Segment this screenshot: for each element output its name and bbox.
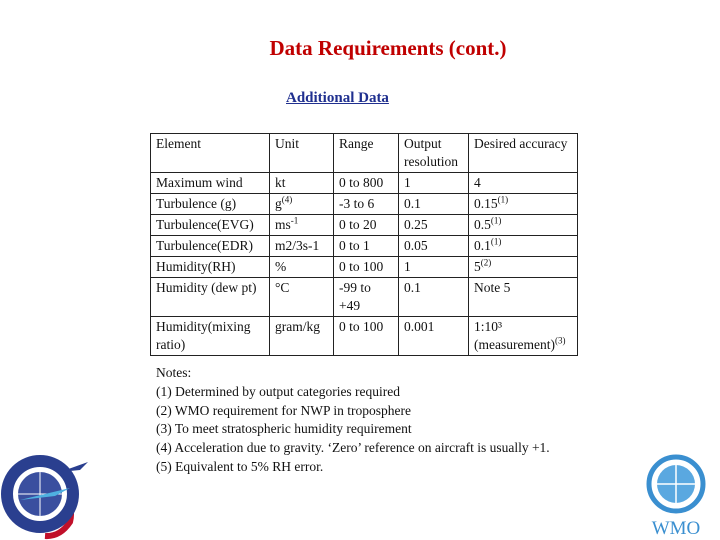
range-cell (334, 215, 399, 236)
element-cell (151, 215, 270, 236)
unit-cell (270, 278, 334, 317)
range-cell (334, 194, 399, 215)
unit-cell-superscript: (4) (281, 194, 293, 205)
accuracy-cell (469, 317, 578, 356)
accuracy-cell (469, 194, 578, 215)
table-row (151, 317, 578, 356)
unit-cell (270, 173, 334, 194)
unit-cell-text: kt (275, 175, 286, 190)
header-cell: Desired accuracy (469, 134, 578, 173)
unit-cell (270, 257, 334, 278)
unit-cell (270, 236, 334, 257)
element-cell-text: Humidity(mixing ratio) (156, 319, 251, 352)
element-cell (151, 194, 270, 215)
wmo-amdar-panel-logo (0, 452, 90, 540)
wmo-logo-text: WMO (651, 518, 701, 538)
accuracy-cell-text: 0.1 (474, 238, 491, 253)
accuracy-cell-text: 0.15 (474, 196, 498, 211)
resolution-cell (399, 215, 469, 236)
table-row (151, 278, 578, 317)
unit-cell (270, 317, 334, 356)
header-cell: Unit (270, 134, 334, 173)
range-cell-text: 0 to 20 (339, 217, 377, 232)
resolution-cell-text: 0.05 (404, 238, 428, 253)
resolution-cell (399, 278, 469, 317)
header-cell: Range (334, 134, 399, 173)
unit-cell-text: gram/kg (275, 319, 320, 334)
element-cell-text: Turbulence(EDR) (156, 238, 253, 253)
resolution-cell-text: 1 (404, 259, 411, 274)
element-cell (151, 278, 270, 317)
accuracy-cell-text: 5 (474, 259, 481, 274)
note-item: (4) Acceleration due to gravity. ‘Zero’ reference on aircraft is usually +1. (156, 440, 550, 456)
unit-cell-text: °C (275, 280, 290, 295)
unit-cell (270, 215, 334, 236)
note-item: (5) Equivalent to 5% RH error. (156, 458, 324, 474)
table-row (151, 257, 578, 278)
accuracy-cell-superscript: (1) (490, 236, 502, 247)
unit-cell-text: m2/3s-1 (275, 238, 320, 253)
accuracy-cell-text: Note 5 (474, 280, 511, 295)
unit-cell-text: % (275, 259, 287, 274)
header-cell: Output resolution (399, 134, 469, 173)
range-cell (334, 278, 399, 317)
range-cell (334, 317, 399, 356)
resolution-cell (399, 173, 469, 194)
wmo-logo (640, 452, 715, 538)
accuracy-cell-text: 0.5 (474, 217, 491, 232)
note-item: (2) WMO requirement for NWP in troposphere (156, 402, 411, 418)
accuracy-cell-text: 4 (474, 175, 481, 190)
resolution-cell (399, 194, 469, 215)
range-cell-text: 0 to 100 (339, 259, 384, 274)
resolution-cell-text: 0.25 (404, 217, 428, 232)
notes-heading: Notes: (156, 365, 192, 380)
range-cell-text: 0 to 800 (339, 175, 384, 190)
element-cell (151, 236, 270, 257)
table-header-row (151, 134, 578, 173)
table-row (151, 173, 578, 194)
element-cell-text: Humidity(RH) (156, 259, 236, 274)
range-cell (334, 257, 399, 278)
unit-cell-text: ms (275, 217, 291, 232)
accuracy-cell-text: 1:10³ (measurement) (474, 319, 555, 352)
range-cell (334, 173, 399, 194)
slide-title: Data Requirements (cont.) (269, 36, 507, 60)
accuracy-cell-superscript: (1) (490, 215, 502, 226)
notes (156, 364, 550, 477)
resolution-cell (399, 236, 469, 257)
element-cell-text: Maximum wind (156, 175, 243, 190)
resolution-cell-text: 1 (404, 175, 411, 190)
unit-cell-text: g (275, 196, 282, 211)
range-cell-text: -99 to +49 (339, 280, 371, 313)
slide-subtitle: Additional Data (286, 90, 389, 106)
unit-cell-superscript: -1 (290, 215, 299, 226)
accuracy-cell (469, 215, 578, 236)
range-cell-text: -3 to 6 (339, 196, 375, 211)
accuracy-cell-superscript: (1) (497, 194, 509, 205)
element-cell-text: Turbulence (g) (156, 196, 237, 211)
accuracy-cell (469, 236, 578, 257)
element-cell-text: Turbulence(EVG) (156, 217, 254, 232)
accuracy-cell-superscript: (3) (554, 335, 566, 346)
element-cell (151, 257, 270, 278)
element-cell-text: Humidity (dew pt) (156, 280, 257, 295)
table-row (151, 215, 578, 236)
range-cell-text: 0 to 1 (339, 238, 370, 253)
accuracy-cell (469, 173, 578, 194)
range-cell (334, 236, 399, 257)
table-row (151, 194, 578, 215)
requirements-table (150, 133, 578, 356)
range-cell-text: 0 to 100 (339, 319, 384, 334)
accuracy-cell (469, 278, 578, 317)
element-cell (151, 317, 270, 356)
header-cell: Element (151, 134, 270, 173)
resolution-cell-text: 0.001 (404, 319, 435, 334)
accuracy-cell-superscript: (2) (480, 257, 492, 268)
resolution-cell-text: 0.1 (404, 280, 421, 295)
accuracy-cell (469, 257, 578, 278)
note-item: (3) To meet stratospheric humidity requirement (156, 421, 412, 437)
resolution-cell (399, 317, 469, 356)
resolution-cell (399, 257, 469, 278)
unit-cell (270, 194, 334, 215)
element-cell (151, 173, 270, 194)
table-row (151, 236, 578, 257)
note-item: (1) Determined by output categories required (156, 383, 401, 399)
resolution-cell-text: 0.1 (404, 196, 421, 211)
